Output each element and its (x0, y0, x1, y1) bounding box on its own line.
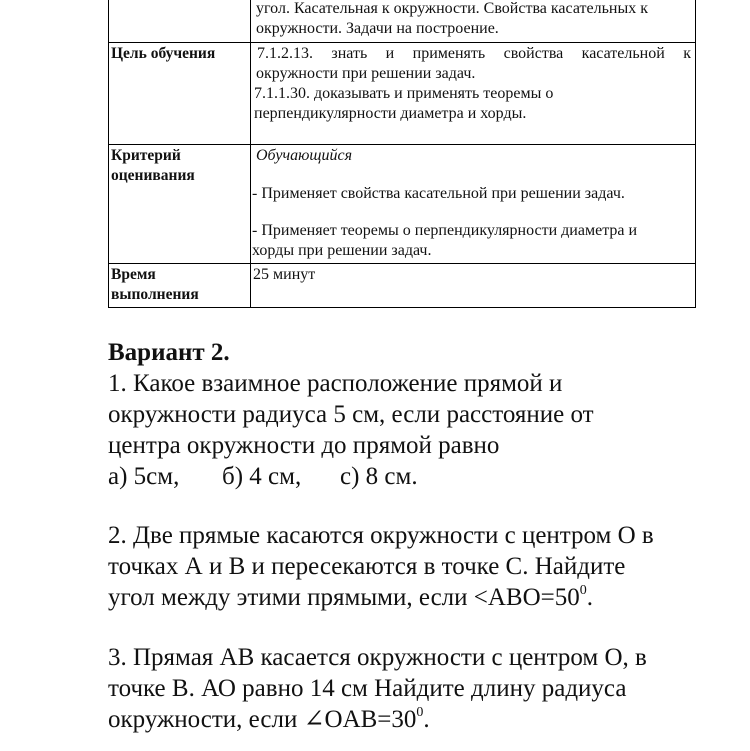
goal-word: знать (331, 45, 368, 62)
goal-word: 7.1.2.13. (257, 45, 313, 62)
q2-line-3-text: угол между этими прямыми, если <ABO=50 (108, 584, 580, 611)
variant-title: Вариант 2. (108, 339, 230, 366)
table-row-divider (108, 144, 696, 145)
criteria-item-2-line-2: хорды при решении задач. (252, 242, 432, 259)
goal-label: Цель обучения (111, 45, 216, 62)
table-border-right (695, 0, 696, 308)
q1-option-b: б) 4 см, (222, 463, 302, 490)
criteria-item-2-line-1: - Применяет теоремы о перпендикулярности диаметра и (252, 222, 638, 239)
criteria-item-1: - Применяет свойства касательной при решении задач. (252, 185, 625, 202)
q1-option-c: с) 8 см. (340, 463, 418, 490)
table-row-divider (108, 263, 696, 264)
q3-line-2: точке В. АО равно 14 см Найдите длину радиуса (108, 675, 627, 702)
degree-mark: 0 (416, 705, 424, 720)
time-label-line-1: Время (111, 266, 156, 283)
q1-option-a: а) 5см, (108, 463, 180, 490)
goal-word: и (385, 45, 395, 62)
goal-word: к (683, 45, 691, 62)
time-label-line-2: выполнения (111, 286, 199, 303)
criteria-label-line-1: Критерий (111, 147, 181, 164)
table-column-divider (250, 0, 251, 308)
table-border-left (108, 0, 109, 308)
goal-word: касательной (581, 45, 665, 62)
q2-line-2: точках А и В и пересекаются в точке С. Найдите (108, 553, 626, 580)
goal-line-1 (257, 44, 691, 64)
topic-line-1: угол. Касательная к окружности. Свойства касательных к (256, 0, 648, 17)
q1-options (108, 461, 418, 492)
goal-word: свойства (503, 45, 564, 62)
q1-line-3: центра окружности до прямой равно (108, 432, 500, 459)
criteria-learner: Обучающийся (256, 147, 353, 164)
q2-line-3 (108, 582, 593, 613)
q3-line-1: 3. Прямая АВ касается окружности с центром О, в (108, 644, 647, 671)
spec-table (108, 0, 696, 308)
q3-line-3 (108, 704, 430, 735)
table-border-bottom (108, 307, 696, 308)
topic-line-2: окружности. Задачи на построение. (256, 20, 499, 37)
criteria-label-line-2: оценивания (111, 167, 195, 184)
degree-mark: 0 (579, 583, 587, 598)
q3-line-3-text: окружности, если ∠OAB=30 (108, 706, 417, 733)
q1-line-1: 1. Какое взаимное расположение прямой и (108, 370, 563, 397)
goal-line-4: перпендикулярности диаметра и хорды. (254, 105, 527, 122)
goal-word: применять (412, 45, 486, 62)
q3-line-3-end: . (423, 706, 430, 733)
goal-line-2: окружности при решении задач. (256, 65, 476, 82)
time-value: 25 минут (253, 266, 316, 283)
table-row-divider (108, 42, 696, 43)
q2-line-3-end: . (586, 584, 594, 611)
q2-line-1: 2. Две прямые касаются окружности с центром О в (108, 522, 654, 549)
goal-line-3: 7.1.1.30. доказывать и применять теоремы о (254, 85, 554, 102)
q1-line-2: окружности радиуса 5 см, если расстояние от (108, 401, 594, 428)
